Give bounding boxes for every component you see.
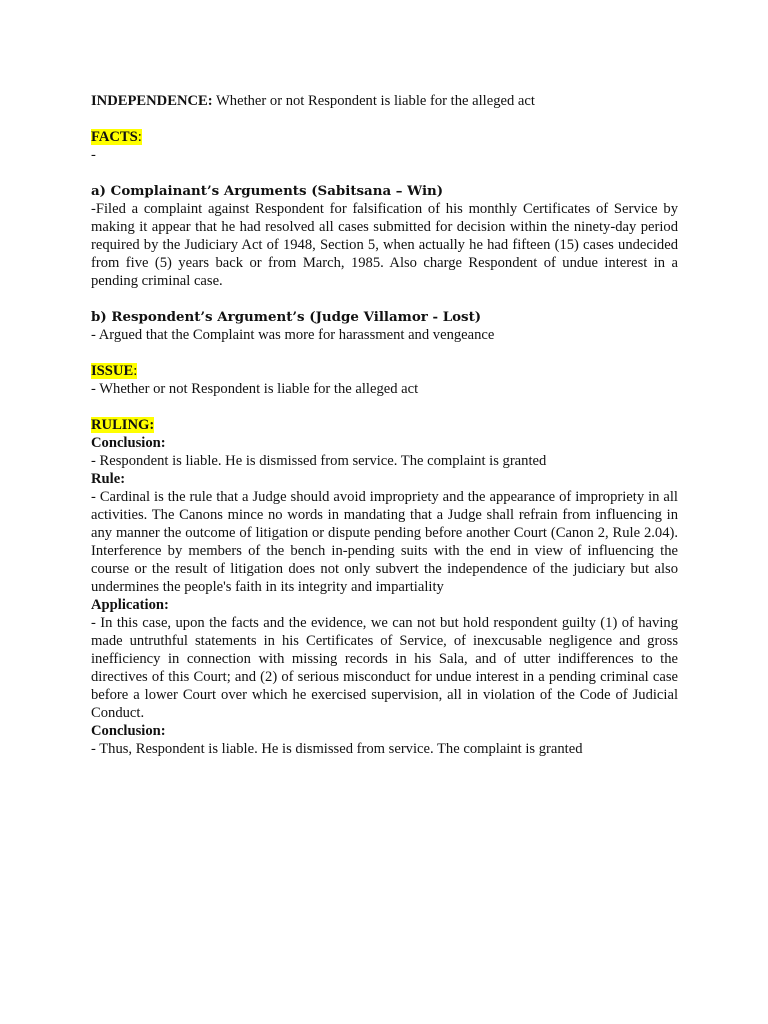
document-page <box>91 92 678 758</box>
final-conclusion-label: Conclusion: <box>91 723 166 739</box>
spacer <box>91 110 678 128</box>
title-line <box>91 92 678 110</box>
issue-heading-text: ISSUE <box>91 363 134 379</box>
conclusion-label: Conclusion: <box>91 435 166 451</box>
spacer <box>91 290 678 308</box>
facts-heading <box>91 129 142 145</box>
complainant-text: -Filed a complaint against Respondent for falsification of his monthly Certificates of Service by making it appear that he had resolved all cases submitted for decision within the ninety-day period required by the Judiciary Act of 1948, Section 5, when actually he had fifteen (15) cases undecided from five (5) years back or from March, 1985. Also charge Respondent of undue interest in a pending criminal case. <box>91 201 678 289</box>
title-text: Whether or not Respondent is liable for the alleged act <box>216 93 535 109</box>
facts-heading-text: FACTS <box>91 129 138 145</box>
issue-heading-colon: : <box>133 363 138 379</box>
spacer <box>91 398 678 416</box>
title-label: INDEPENDENCE: <box>91 93 213 109</box>
spacer <box>91 164 678 182</box>
application-label: Application: <box>91 597 169 613</box>
respondent-text: - Argued that the Complaint was more for harassment and vengeance <box>91 327 495 343</box>
facts-dash: - <box>91 147 96 163</box>
application-text: - In this case, upon the facts and the evidence, we can not but hold respondent guilty (1) of having made untruthful statements in his Certificates of Service, of inexcusable negligence and gross inefficiency in connection with missing records in his Sala, and of utter indifferences to the directives of this Court; and (2) of serious misconduct for undue interest in a pending criminal case before a lower Court over which he exercised supervision, all in violation of the Code of Judicial Conduct. <box>91 615 678 721</box>
conclusion-text: - Respondent is liable. He is dismissed from service. The complaint is granted <box>91 453 547 469</box>
ruling-heading-line <box>91 416 678 434</box>
rule-label: Rule: <box>91 471 126 487</box>
issue-text: - Whether or not Respondent is liable for the alleged act <box>91 381 419 397</box>
ruling-heading: RULING: <box>91 417 155 433</box>
facts-heading-colon: : <box>137 129 142 145</box>
facts-heading-line <box>91 128 678 146</box>
complainant-heading: a) Complainant’s Arguments (Sabitsana – Win) <box>91 183 444 199</box>
spacer <box>91 344 678 362</box>
respondent-heading: b) Respondent’s Argument’s (Judge Villamor - Lost) <box>91 309 482 325</box>
issue-heading-line <box>91 362 678 380</box>
final-conclusion-text: - Thus, Respondent is liable. He is dismissed from service. The complaint is granted <box>91 741 583 757</box>
issue-heading <box>91 363 137 379</box>
rule-text: - Cardinal is the rule that a Judge should avoid impropriety and the appearance of impropriety in all activities. The Canons mince no words in mandating that a Judge shall refrain from influencing in any manner the outcome of litigation or dispute pending before another Court (Canon 2, Rule 2.04). Interference by members of the bench in-pending suits with the end in view of influencing the course or the result of litigation does not only subvert the independence of the judiciary but also undermines the people's faith in its integrity and impartiality <box>91 489 678 595</box>
